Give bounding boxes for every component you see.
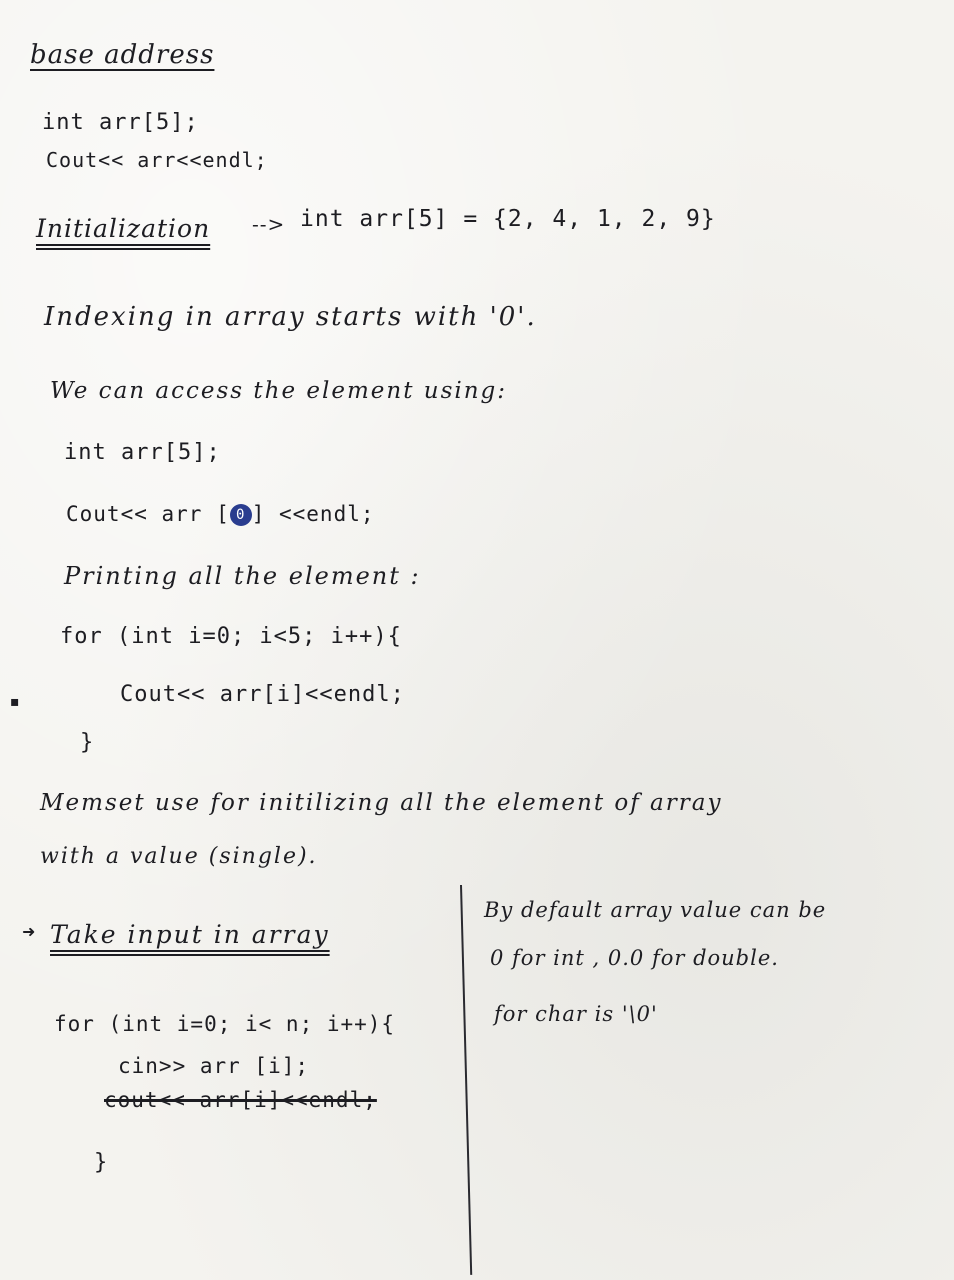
init-arrow: --> xyxy=(252,212,286,236)
code-cout-2-prefix: Cout<< arr [ xyxy=(66,502,230,526)
code-cout-2-suffix: ] <<endl; xyxy=(251,502,375,526)
memset-note-line-1: Memset use for initilizing all the element of array xyxy=(40,790,723,816)
heading-initialization: Initialization xyxy=(36,214,211,243)
input-for-header: for (int i=0; i< n; i++){ xyxy=(54,1012,396,1036)
init-code: int arr[5] = {2, 4, 1, 2, 9} xyxy=(300,206,716,232)
code-cout-2 xyxy=(66,502,375,526)
bullet-arrow-icon: ➜ xyxy=(22,922,36,941)
code-declaration-2: int arr[5]; xyxy=(64,440,221,465)
column-divider xyxy=(460,885,472,1275)
for-loop-close: } xyxy=(80,730,95,755)
heading-base-address: base address xyxy=(30,40,215,70)
memset-note-line-2: with a value (single). xyxy=(40,844,318,869)
printing-note: Printing all the element : xyxy=(64,562,421,590)
input-struck-line: cout<< arr[i]<<endl; xyxy=(104,1088,377,1112)
code-declaration-1: int arr[5]; xyxy=(42,110,199,135)
indexing-note: Indexing in array starts with '0'. xyxy=(44,302,537,332)
access-note: We can access the element using: xyxy=(50,378,508,404)
code-cout-1: Cout<< arr<<endl; xyxy=(46,148,268,172)
default-note-line-1: By default array value can be xyxy=(484,898,827,922)
margin-dash-mark: ▪ xyxy=(10,694,20,710)
default-note-line-2: 0 for int , 0.0 for double. xyxy=(490,946,779,970)
input-for-close: } xyxy=(94,1150,109,1175)
circled-index-zero: 0 xyxy=(230,504,252,526)
input-cin: cin>> arr [i]; xyxy=(118,1054,310,1078)
default-note-line-3: for char is '\0' xyxy=(494,1002,658,1026)
for-loop-header: for (int i=0; i<5; i++){ xyxy=(60,624,402,649)
heading-take-input: Take input in array xyxy=(50,920,330,949)
for-loop-body: Cout<< arr[i]<<endl; xyxy=(120,682,405,707)
